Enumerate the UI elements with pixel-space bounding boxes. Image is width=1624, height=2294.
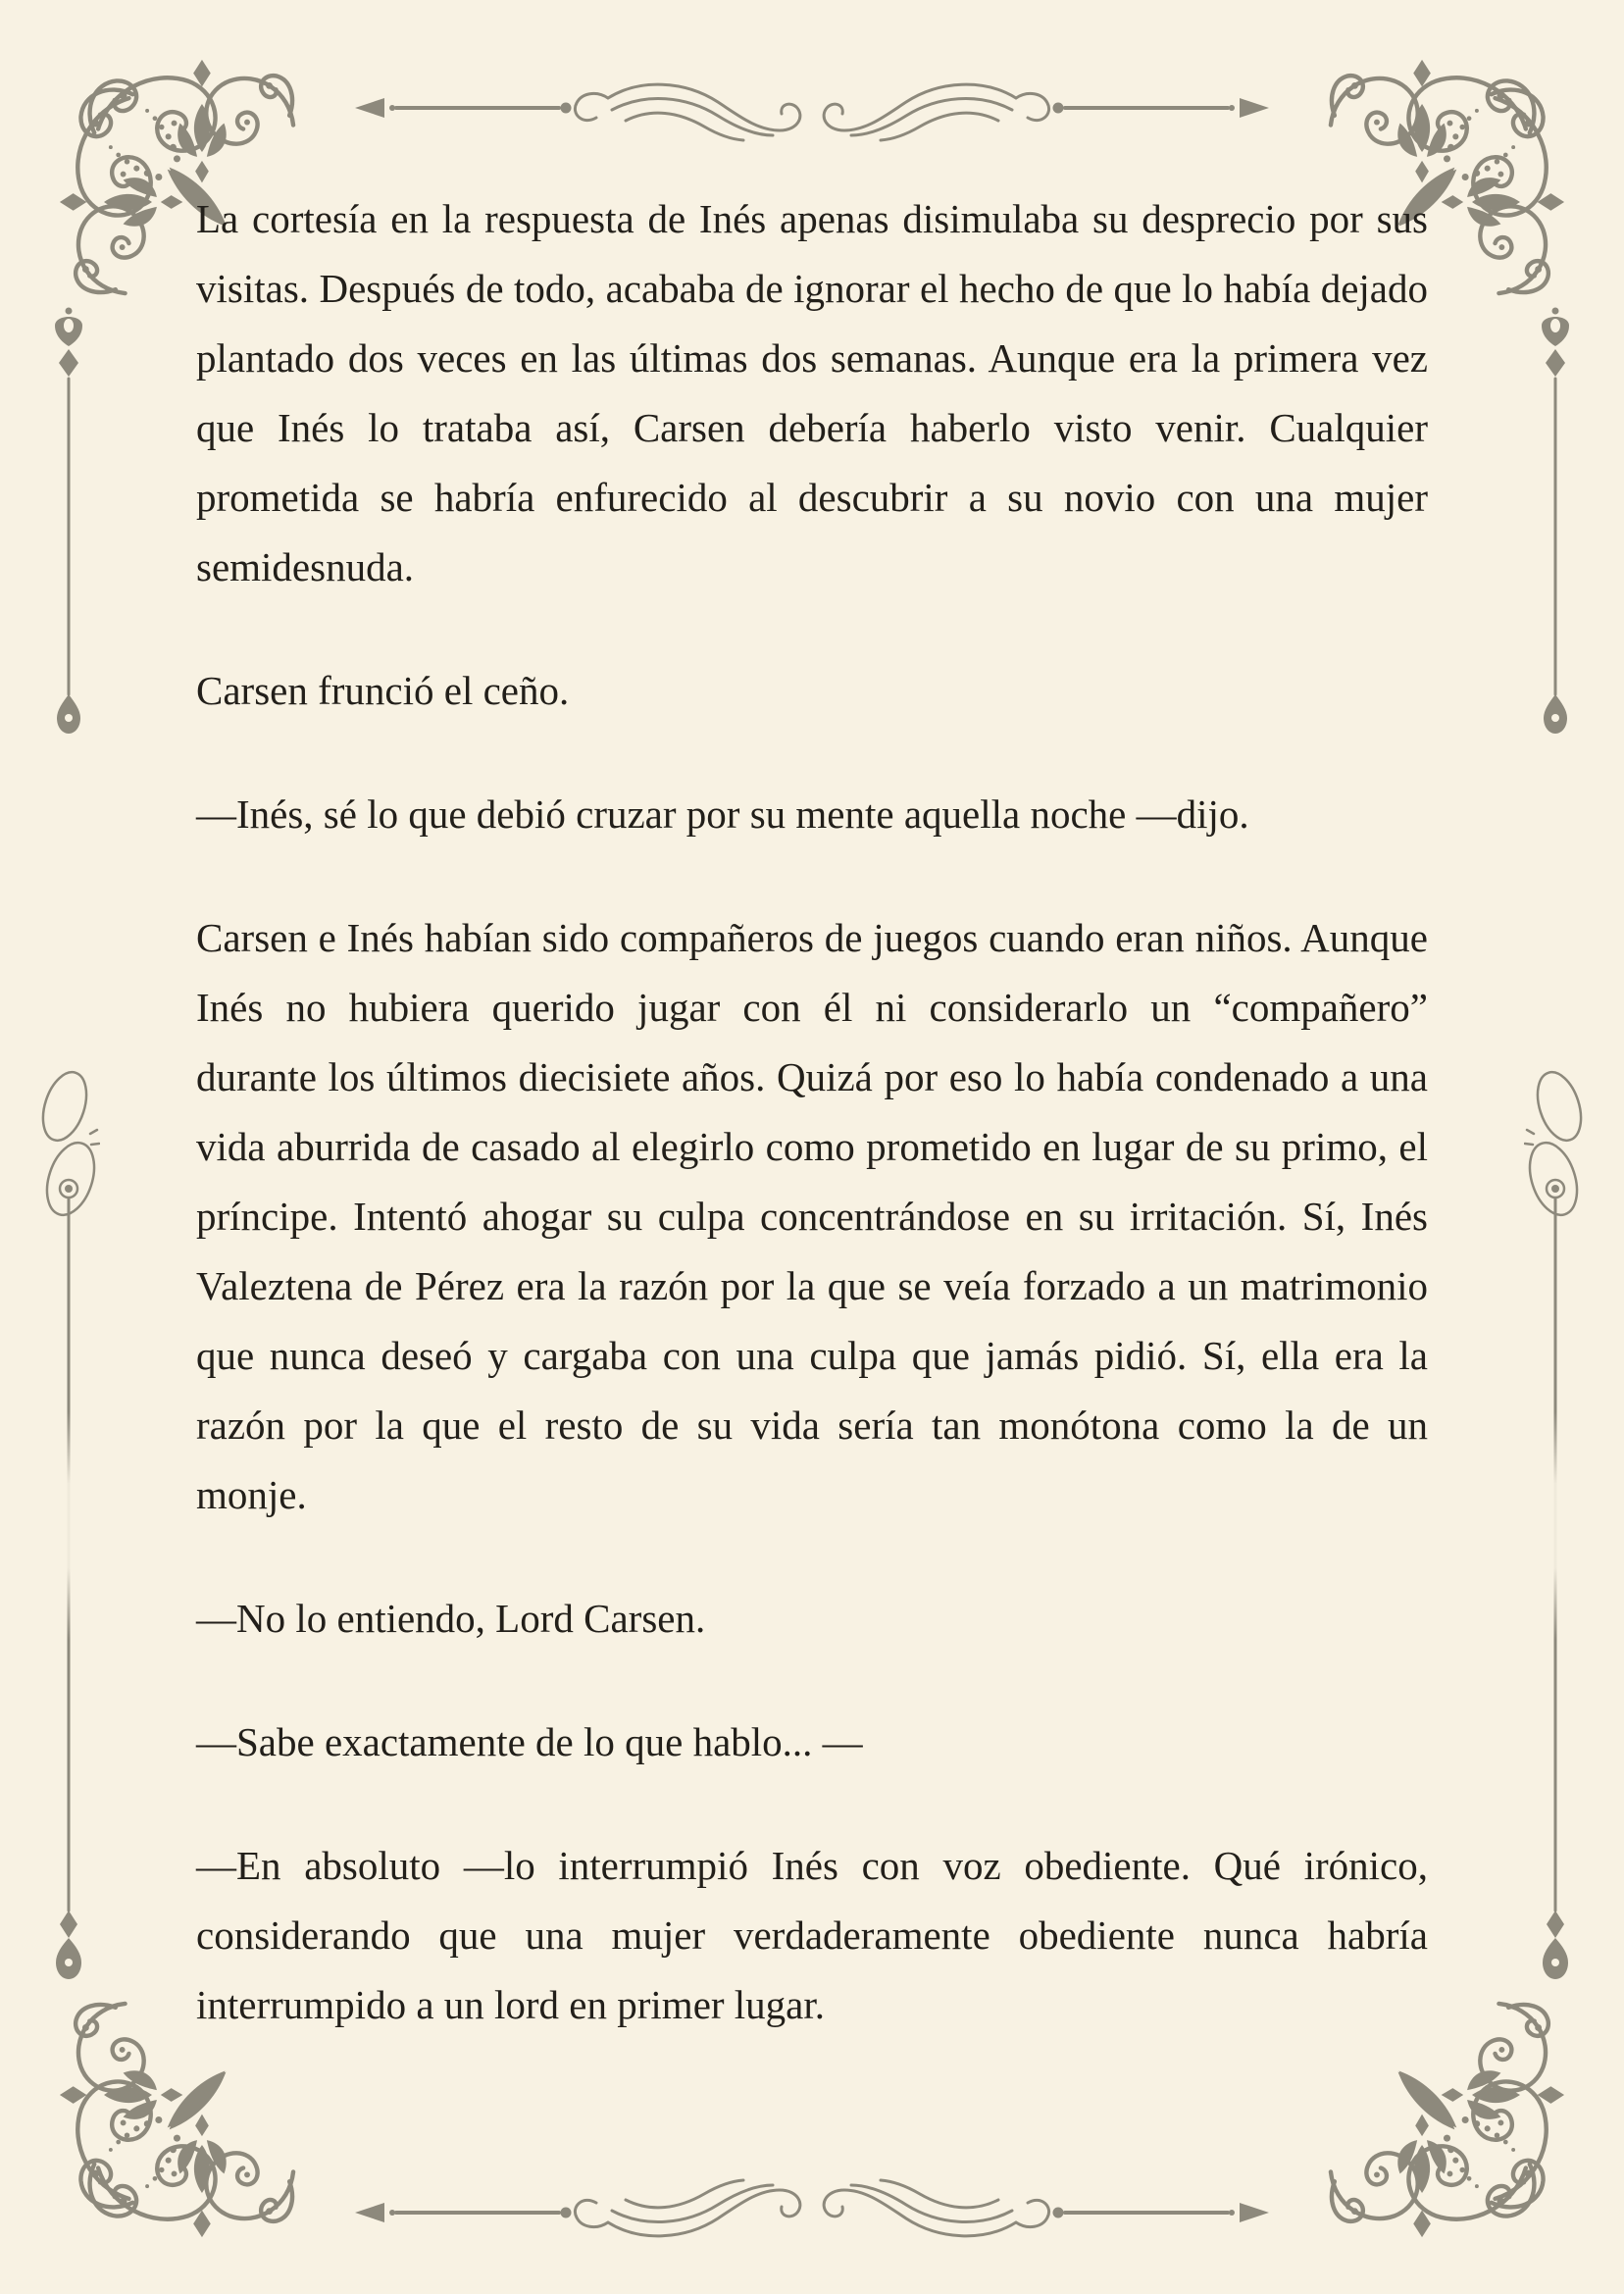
paragraph-dialogue: —Sabe exactamente de lo que hablo... — xyxy=(196,1719,863,1764)
page-text xyxy=(196,184,1428,2094)
paragraph-dialogue: —No lo entiendo, Lord Carsen. xyxy=(196,1596,706,1641)
paragraph: Carsen e Inés habían sido compañeros de juegos cuando eran niños. Aunque Inés no hubiera querido jugar con él ni considerarlo un “compañero” durante los últimos diecisiete años. Quizá por eso lo había condenado a una vida aburrida de casado al elegirlo como prometido en lugar de su primo, el príncipe. Intentó ahogar su culpa concentrándose en su irritación. Sí, Inés Valeztena de Pérez era la razón por la que se veía forzado a un matrimonio que nunca deseó y cargaba con una culpa que jamás pidió. Sí, ella era la razón por la que el resto de su vida sería tan monótona como la de un monje. xyxy=(196,915,1428,1517)
bottom-arrow-scroll-divider-icon xyxy=(351,2166,1273,2260)
paragraph-dialogue: —En absoluto —lo interrumpió Inés con voz obediente. Qué irónico, considerando que una mujer verdaderamente obediente nunca habría interrumpido a un lord en primer lugar. xyxy=(196,1843,1428,2027)
top-arrow-scroll-divider-icon xyxy=(351,61,1273,155)
paragraph: Carsen frunció el ceño. xyxy=(196,668,570,713)
left-pendant-rail-icon xyxy=(37,304,100,1981)
paragraph: La cortesía en la respuesta de Inés apenas disimulaba su desprecio por sus visitas. Después de todo, acababa de ignorar el hecho de que lo había dejado plantado dos veces en las últimas dos semanas. Aunque era la primera vez que Inés lo trataba así, Carsen debería haberlo visto venir. Cualquier prometida se habría enfurecido al descubrir a su novio con una mujer semidesnuda. xyxy=(196,196,1428,589)
right-pendant-rail-icon xyxy=(1524,304,1587,1981)
paragraph-dialogue: —Inés, sé lo que debió cruzar por su mente aquella noche —dijo. xyxy=(196,791,1249,837)
